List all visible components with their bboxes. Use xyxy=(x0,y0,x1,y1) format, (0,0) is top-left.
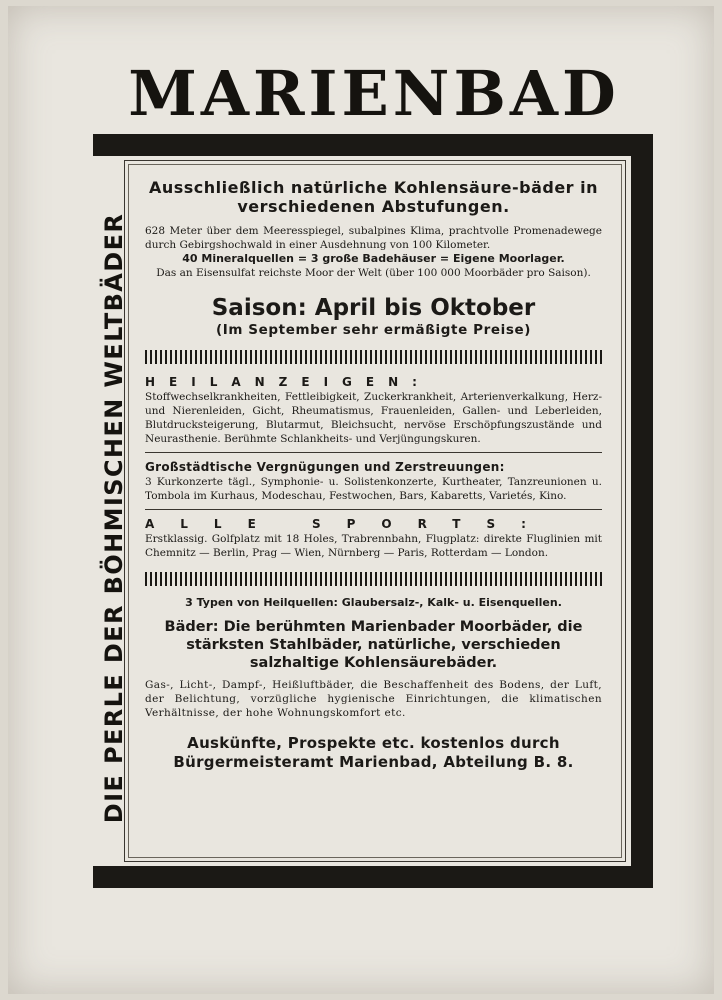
frame-bar-right xyxy=(631,134,653,888)
divider-1 xyxy=(145,452,602,453)
baeder-heading: Bäder: Die berühmten Marienbader Moorbäder, die stärksten Stahlbäder, natürliche, verschieden salzhaltige Kohlensäurebäder. xyxy=(164,619,583,671)
heilanzeigen-text: Stoffwechselkrankheiten, Fettleibigkeit, Zuckerkrankheit, Arterienverkalkung, Herz- und Nierenleiden, Gicht, Rheumatismus, Frauenleiden, Gallen- und Leberleiden, Blutdrucksteigerung, Blutarmut, Bleichsucht, nervöse Erschöpfungszustände und Neurasthenie. Berühmte Schlankheits- und Verjüngungskuren. xyxy=(145,391,602,445)
frame-bar-top xyxy=(93,134,653,156)
quellen-line: 3 Typen von Heilquellen: Glaubersalz-, Kalk- u. Eisenquellen. xyxy=(185,596,562,609)
season-title: Saison: April bis Oktober xyxy=(211,295,536,321)
intro-heading: Ausschließlich natürliche Kohlensäure-bäder in verschiedenen Abstufungen. xyxy=(148,178,599,216)
sports-text: Erstklassig. Golfplatz mit 18 Holes, Trabrennbahn, Flugplatz: direkte Fluglinien mit Chemnitz — Berlin, Prag — Wien, Nürnberg — Paris, Rotterdam — London. xyxy=(145,533,602,559)
baeder-text: Gas-, Licht-, Dampf-, Heißluftbäder, die Beschaffenheit des Bodens, der Luft, der Belichtung, vorzügliche hygienische Einrichtungen, die klimatischen Verhältnisse, der hohe Wohnungskomfort etc. xyxy=(145,679,602,719)
heilanzeigen-heading: HEILANZEIGEN: xyxy=(145,375,431,389)
intro-bold-line: 40 Mineralquellen = 3 große Badehäuser = Eigene Moorlager. xyxy=(182,252,565,265)
footer-line-2: Bürgermeisteramt Marienbad, Abteilung B. 8. xyxy=(173,753,574,771)
intro-moor-line: Das an Eisensulfat reichste Moor der Welt (über 100 000 Moorbäder pro Saison). xyxy=(156,267,591,279)
divider-2 xyxy=(145,509,602,510)
season-subtitle: (Im September sehr ermäßigte Preise) xyxy=(215,322,532,338)
vergnuegungen-heading: Großstädtische Vergnügungen und Zerstreuungen: xyxy=(145,460,505,474)
ornamental-rule-1 xyxy=(145,350,602,364)
footer-line-1: Auskünfte, Prospekte etc. kostenlos durch xyxy=(187,734,560,752)
intro-text: 628 Meter über dem Meeresspiegel, subalpines Klima, prachtvolle Promenadewege durch Gebirgshochwald in einer Ausdehnung von 100 Kilometer. xyxy=(145,225,602,251)
sports-heading: ALLE SPORTS: xyxy=(145,517,552,531)
ornamental-rule-2 xyxy=(145,572,602,586)
poster-content xyxy=(145,178,602,772)
poster-title: MARIENBAD xyxy=(128,57,620,130)
frame-bar-bottom xyxy=(93,866,653,888)
vergnuegungen-text: 3 Kurkonzerte tägl., Symphonie- u. Solistenkonzerte, Kurtheater, Tanzreunionen u. Tombola im Kurhaus, Modeschau, Festwochen, Bars, Kabaretts, Varietés, Kino. xyxy=(145,476,602,502)
vertical-slogan: DIE PERLE DER BÖHMISCHEN WELTBÄDER xyxy=(100,212,128,824)
